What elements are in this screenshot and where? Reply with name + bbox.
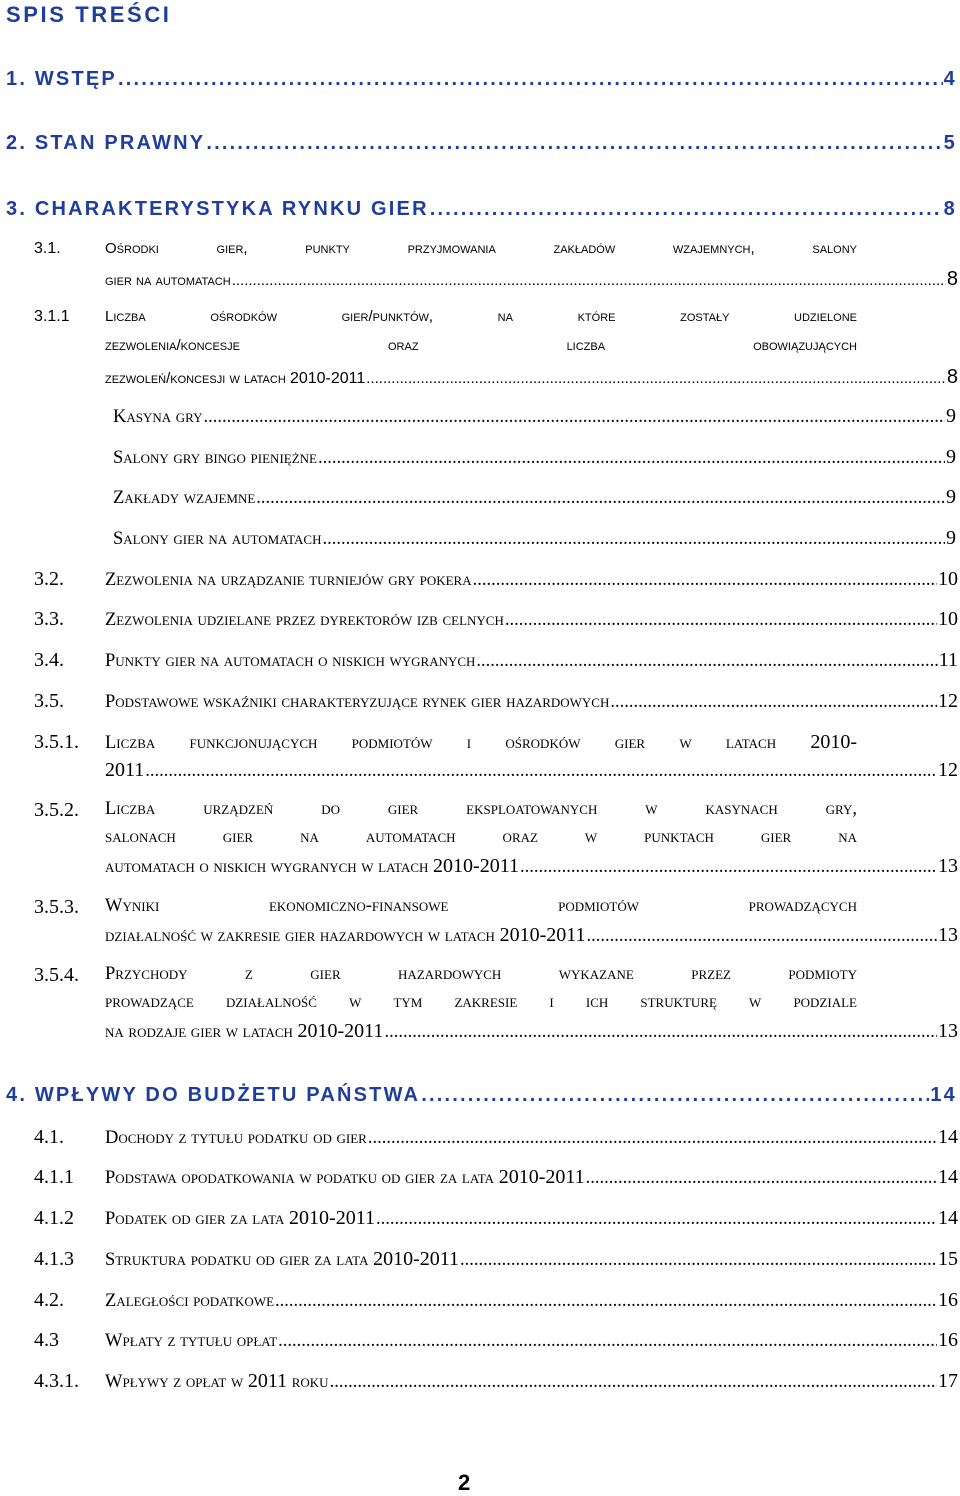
entry-label: Salony gry bingo pieniężne: [113, 448, 317, 468]
entry-years: 2010-2011: [289, 370, 366, 387]
entry-label-line: Liczba funkcjonujących podmiotów i ośrodków gier w latach: [105, 733, 811, 753]
entry-number: 3.4.: [34, 649, 64, 671]
dot-leader: [505, 610, 937, 631]
entry-label: Zakłady wzajemne: [113, 488, 256, 508]
entry-years: 2010-2011: [498, 1166, 585, 1188]
dot-leader: [232, 272, 946, 289]
page-title: SPIS TREŚCI: [6, 2, 172, 27]
entry-number: 4.1.: [34, 1126, 64, 1148]
entry-label-line: gier na automatach: [105, 272, 231, 289]
page-number: 2: [458, 1470, 471, 1495]
dot-leader: [430, 198, 943, 221]
page-ref: 15: [938, 1248, 958, 1270]
dot-leader: [473, 570, 937, 591]
page-ref: 13: [938, 855, 958, 877]
dot-leader: [368, 1128, 937, 1149]
entry-label-line: automatach o niskich wygranych w latach: [105, 857, 434, 877]
entry-number: 4.1.1: [34, 1166, 74, 1188]
dot-leader: [275, 1291, 937, 1312]
dot-leader: [366, 370, 946, 387]
entry-number: 3.1.: [34, 240, 61, 257]
page-ref: 13: [938, 1020, 958, 1042]
entry-label: Zezwolenia udzielane przez dyrektorów izb celnych: [105, 610, 504, 630]
entry-number: 3.2.: [34, 568, 64, 590]
entry-label: Kasyna gry: [113, 407, 203, 427]
entry-years: 2010-2011: [373, 1248, 460, 1270]
entry-label: 3. CHARAKTERYSTYKA RYNKU GIER: [6, 198, 429, 220]
entry-label: Podstawowe wskaźniki charakteryzujące rynek gier hazardowych: [105, 692, 610, 712]
entry-label: Struktura podatku od gier za lata: [105, 1250, 374, 1270]
page-ref: 9: [946, 405, 956, 427]
page-ref: 14: [938, 1207, 958, 1229]
page-ref: 8: [946, 366, 958, 388]
entry-number: 3.5.2.: [34, 799, 79, 821]
entry-label-line: na rodzaje gier w latach: [105, 1022, 298, 1042]
entry-label: Punkty gier na automatach o niskich wygranych: [105, 651, 476, 671]
dot-leader: [118, 68, 943, 91]
entry-number: 4.3.1.: [34, 1370, 79, 1392]
entry-years: 2010-: [810, 731, 857, 753]
dot-leader: [318, 448, 945, 469]
entry-label: Zaległości podatkowe: [105, 1291, 275, 1311]
entry-label-line: 2011: [105, 759, 145, 781]
entry-label: Wpływy z opłat w: [105, 1372, 248, 1392]
page-ref: 8: [946, 268, 958, 290]
entry-number: 4.1.2: [34, 1207, 74, 1229]
dot-leader: [278, 1331, 937, 1352]
page-ref: 17: [938, 1370, 958, 1392]
entry-number: 4.3: [34, 1329, 59, 1351]
entry-label-line: Liczba ośrodków gier/punktów, na które zostały udzielone: [105, 308, 857, 325]
dot-leader: [330, 1372, 937, 1393]
page-ref: 16: [938, 1289, 958, 1311]
dot-leader: [376, 1209, 937, 1230]
dot-leader: [384, 1022, 937, 1043]
dot-leader: [520, 857, 937, 878]
entry-label-line: Wyniki ekonomiczno-finansowe podmiotów prowadzących: [105, 896, 857, 916]
entry-label-line: zezwolenia/koncesje oraz liczba obowiązujących: [105, 337, 857, 354]
entry-label-line: działalność w zakresie gier hazardowych w latach: [105, 926, 500, 946]
entry-years: 2010-2011: [499, 924, 586, 946]
entry-years: 2011: [247, 1370, 288, 1392]
page-ref: 5: [943, 132, 957, 154]
entry-number: 3.5.3.: [34, 896, 79, 918]
entry-label-line: Przychody z gier hazardowych wykazane przez podmioty: [105, 964, 857, 984]
page-ref: 16: [938, 1329, 958, 1351]
dot-leader: [586, 1168, 937, 1189]
dot-leader: [476, 651, 937, 672]
entry-label: 1. WSTĘP: [6, 68, 117, 90]
dot-leader: [206, 132, 942, 155]
entry-label: Wpłaty z tytułu opłat: [105, 1331, 278, 1351]
page-ref: 14: [930, 1084, 957, 1106]
entry-label-line: prowadzące działalność w tym zakresie i ich strukturę w podziale: [105, 992, 857, 1012]
entry-years: 2010-2011: [433, 855, 519, 877]
entry-label: Podatek od gier za lata: [105, 1209, 290, 1229]
page-ref: 12: [938, 759, 958, 781]
dot-leader: [421, 1084, 929, 1107]
entry-label: 2. STAN PRAWNY: [6, 132, 206, 154]
dot-leader: [323, 529, 946, 550]
entry-number: 3.5.1.: [34, 731, 79, 753]
entry-years: 2010-2011: [289, 1207, 375, 1229]
page-ref: 9: [946, 446, 956, 468]
page-ref: 10: [938, 608, 958, 630]
entry-years: 2010-2011: [297, 1020, 384, 1042]
page-ref: 11: [938, 649, 958, 671]
entry-number: 3.5.: [34, 690, 64, 712]
entry-label-line: salonach gier na automatach oraz w punktach gier na: [105, 827, 857, 847]
entry-number: 4.1.3: [34, 1248, 74, 1270]
dot-leader: [460, 1250, 937, 1271]
entry-number: 3.1.1: [34, 308, 70, 325]
page-ref: 13: [938, 924, 958, 946]
entry-label-line: Liczba urządzeń do gier eksploatowanych w kasynach gry,: [105, 799, 857, 819]
page-ref: 12: [938, 690, 958, 712]
dot-leader: [145, 761, 937, 782]
entry-number: 4.2.: [34, 1289, 64, 1311]
page-ref: 9: [946, 527, 956, 549]
page-ref: 8: [943, 198, 957, 220]
page-ref: 14: [938, 1126, 958, 1148]
dot-leader: [204, 407, 946, 428]
entry-label: 4. WPŁYWY DO BUDŻETU PAŃSTWA: [6, 1084, 421, 1106]
entry-number: 3.5.4.: [34, 964, 79, 986]
entry-label: Salony gier na automatach: [113, 529, 322, 549]
dot-leader: [610, 692, 937, 713]
entry-label: Dochody z tytułu podatku od gier: [105, 1128, 367, 1148]
entry-label: Podstawa opodatkowania w podatku od gier za lata: [105, 1168, 499, 1188]
entry-label-line: Ośrodki gier, punkty przyjmowania zakładów wzajemnych, salony: [105, 240, 857, 257]
dot-leader: [587, 926, 938, 947]
entry-number: 3.3.: [34, 608, 64, 630]
page-ref: 4: [943, 68, 957, 90]
entry-label: Zezwolenia na urządzanie turniejów gry pokera: [105, 570, 472, 590]
page-ref: 10: [938, 568, 958, 590]
page-ref: 9: [946, 486, 956, 508]
dot-leader: [256, 488, 945, 509]
entry-label-suffix: roku: [287, 1372, 329, 1392]
page-ref: 14: [938, 1166, 958, 1188]
entry-label-line: zezwoleń/koncesji w latach: [105, 370, 290, 387]
